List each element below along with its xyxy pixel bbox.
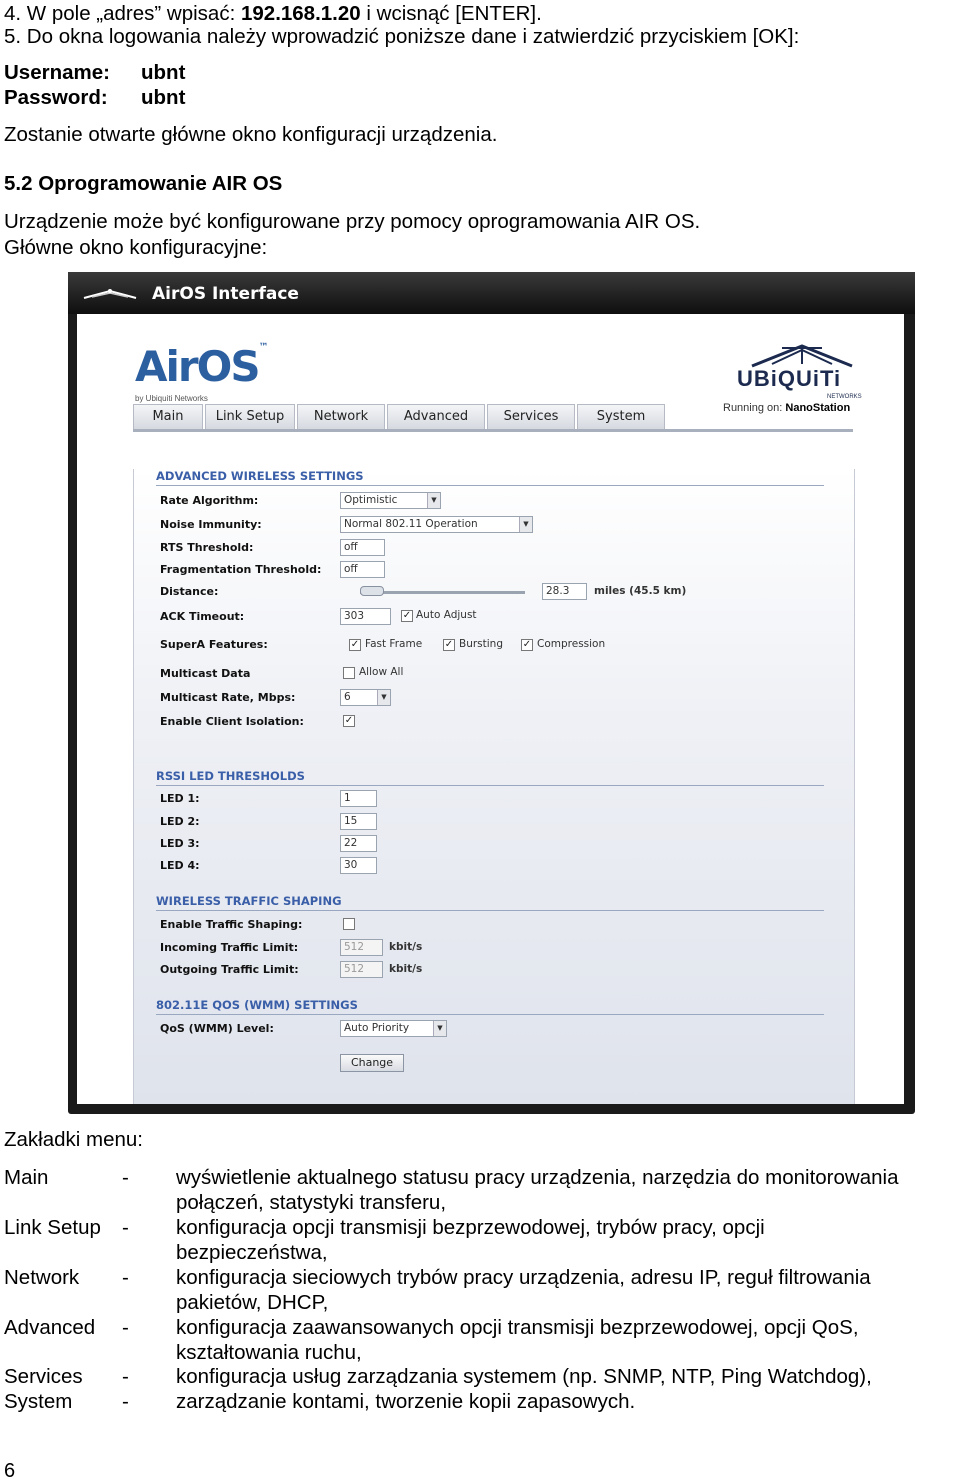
led-3-label: LED 3: <box>160 837 200 850</box>
step-4-text: 4. W pole „adres” wpisać: <box>4 2 241 25</box>
led-2-input[interactable]: 15 <box>340 813 377 830</box>
multicast-rate-value: 6 <box>344 691 351 703</box>
incoming-limit-input[interactable]: 512 <box>340 939 383 956</box>
ubiquiti-mini-logo-icon <box>82 288 138 300</box>
client-isolation-checkbox[interactable]: ✓ <box>344 715 354 726</box>
opened-text: Zostanie otwarte główne okno konfiguracji urządzenia. <box>4 123 498 146</box>
tab-advanced[interactable]: Advanced <box>387 404 485 431</box>
step-4-text-end: i wcisnąć [ENTER]. <box>360 2 542 25</box>
noise-immunity-select[interactable] <box>340 516 533 533</box>
multicast-rate-select[interactable] <box>340 689 391 706</box>
led-3-input[interactable]: 22 <box>340 835 377 852</box>
menu-item-services-desc: konfiguracja usług zarządzania systemem (np. SNMP, NTP, Ping Watchdog), <box>176 1365 872 1388</box>
section-rule <box>156 910 824 911</box>
incoming-limit-unit: kbit/s <box>389 941 423 953</box>
bursting-checkbox[interactable]: ✓ <box>444 639 454 650</box>
ip-address: 192.168.1.20 <box>240 2 361 25</box>
step-5: 5. Do okna logowania należy wprowadzić poniższe dane i zatwierdzić przyciskiem [OK]: <box>4 25 800 48</box>
menu-item-main-name: Main <box>4 1166 49 1189</box>
menu-item-network-desc: konfiguracja sieciowych trybów pracy urządzenia, adresu IP, reguł filtrowania <box>176 1266 871 1289</box>
tab-bar <box>133 396 853 426</box>
outgoing-limit-unit: kbit/s <box>389 963 423 975</box>
rate-algorithm-value: Optimistic <box>344 494 398 506</box>
auto-adjust-checkbox[interactable]: ✓ <box>402 610 412 621</box>
distance-label: Distance: <box>160 585 219 598</box>
running-on-value: NanoStation <box>785 402 851 414</box>
multicast-data-label: Multicast Data <box>160 667 251 680</box>
menu-item-system-name: System <box>4 1390 73 1413</box>
change-button[interactable]: Change <box>340 1054 404 1072</box>
allow-all-label: Allow All <box>359 666 404 678</box>
chevron-down-icon: ▼ <box>377 690 390 705</box>
window-title: AirOS Interface <box>152 284 299 304</box>
menu-item-services-name: Services <box>4 1365 83 1388</box>
menu-item-system-desc: zarządzanie kontami, tworzenie kopii zapasowych. <box>176 1390 636 1413</box>
step-4 <box>4 2 542 26</box>
password-label: Password: <box>4 86 108 109</box>
ubiquiti-dish-icon <box>742 342 862 368</box>
section-title: 5.2 Oprogramowanie AIR OS <box>4 172 283 195</box>
noise-immunity-value: Normal 802.11 Operation <box>344 518 478 530</box>
tab-link-setup[interactable]: Link Setup <box>205 404 295 431</box>
led-1-input[interactable]: 1 <box>340 790 377 807</box>
menu-item-main-desc: wyświetlenie aktualnego statusu pracy urządzenia, narzędzia do monitorowania <box>176 1166 899 1189</box>
tab-underline <box>133 429 853 432</box>
distance-slider-track[interactable] <box>360 591 525 594</box>
rate-algorithm-label: Rate Algorithm: <box>160 494 259 507</box>
allow-all-checkbox[interactable] <box>343 667 355 679</box>
supera-features-label: SuperA Features: <box>160 638 268 651</box>
menu-item-advanced-desc: konfiguracja zaawansowanych opcji transmisji bezprzewodowej, opcji QoS, <box>176 1316 859 1339</box>
menu-item-dash: - <box>122 1365 129 1388</box>
menu-item-dash: - <box>122 1390 129 1413</box>
ack-timeout-label: ACK Timeout: <box>160 610 245 623</box>
menu-item-advanced-desc-2: kształtowania ruchu, <box>176 1341 362 1364</box>
rts-threshold-input[interactable]: off <box>340 539 385 556</box>
bursting-label: Bursting <box>459 638 503 650</box>
ubiquiti-brand: UBiQUiTi <box>737 366 842 391</box>
outgoing-limit-label: Outgoing Traffic Limit: <box>160 963 299 976</box>
menu-item-dash: - <box>122 1166 129 1189</box>
outgoing-limit-input[interactable]: 512 <box>340 961 383 978</box>
led-4-input[interactable]: 30 <box>340 857 377 874</box>
qos-level-value: Auto Priority <box>344 1022 410 1034</box>
rssi-heading: RSSI LED THRESHOLDS <box>156 769 305 783</box>
rate-algorithm-select[interactable] <box>340 492 441 509</box>
ack-timeout-input[interactable]: 303 <box>340 608 391 625</box>
chevron-down-icon: ▼ <box>519 517 532 532</box>
menu-item-link-setup-name: Link Setup <box>4 1216 101 1239</box>
section-rule <box>156 485 824 486</box>
section-rule <box>156 1014 824 1015</box>
fast-frame-label: Fast Frame <box>365 638 423 650</box>
fragmentation-threshold-input[interactable]: off <box>340 561 385 578</box>
client-isolation-label: Enable Client Isolation: <box>160 715 304 728</box>
username-label: Username: <box>4 61 110 84</box>
distance-unit: miles (45.5 km) <box>594 585 687 597</box>
ubiquiti-brand-sub: NETWORKS <box>827 394 862 400</box>
tab-system[interactable]: System <box>577 404 665 431</box>
menu-item-advanced-name: Advanced <box>4 1316 96 1339</box>
noise-immunity-label: Noise Immunity: <box>160 518 262 531</box>
qos-heading: 802.11E QOS (WMM) SETTINGS <box>156 998 358 1012</box>
qos-level-select[interactable] <box>340 1020 447 1037</box>
menu-item-network-desc-2: pakietów, DHCP, <box>176 1291 329 1314</box>
menu-item-dash: - <box>122 1266 129 1289</box>
window-content <box>77 314 904 1104</box>
section-rule <box>156 785 824 786</box>
led-2-label: LED 2: <box>160 815 200 828</box>
chevron-down-icon: ▼ <box>433 1021 446 1036</box>
paragraph-2: Główne okno konfiguracyjne: <box>4 236 268 259</box>
compression-checkbox[interactable]: ✓ <box>522 639 532 650</box>
airos-logo-tm: ™ <box>258 342 267 353</box>
distance-input[interactable]: 28.3 <box>542 583 587 600</box>
menu-item-link-setup-desc-2: bezpieczeństwa, <box>176 1241 328 1264</box>
menu-item-dash: - <box>122 1216 129 1239</box>
incoming-limit-label: Incoming Traffic Limit: <box>160 941 299 954</box>
menu-item-network-name: Network <box>4 1266 80 1289</box>
paragraph-1: Urządzenie może być konfigurowane przy pomocy oprogramowania AIR OS. <box>4 210 701 233</box>
led-1-label: LED 1: <box>160 792 200 805</box>
username-value: ubnt <box>141 61 186 84</box>
tab-main[interactable]: Main <box>133 404 203 431</box>
qos-level-label: QoS (WMM) Level: <box>160 1022 274 1035</box>
menu-item-main-desc-2: połączeń, statystyki transferu, <box>176 1191 447 1214</box>
airos-window <box>68 272 915 1114</box>
tab-services[interactable]: Services <box>487 404 575 431</box>
fragmentation-threshold-label: Fragmentation Threshold: <box>160 563 322 576</box>
running-on-label: Running on: <box>723 402 783 414</box>
rts-threshold-label: RTS Threshold: <box>160 541 254 554</box>
airos-by: by Ubiquiti Networks <box>135 394 208 403</box>
airos-logo <box>135 342 267 391</box>
page-number: 6 <box>4 1460 16 1482</box>
auto-adjust-label: Auto Adjust <box>416 609 477 621</box>
multicast-rate-label: Multicast Rate, Mbps: <box>160 691 296 704</box>
fast-frame-checkbox[interactable]: ✓ <box>350 639 360 650</box>
menu-item-dash: - <box>122 1316 129 1339</box>
distance-slider-handle[interactable] <box>360 586 384 596</box>
traffic-shaping-checkbox[interactable] <box>343 918 355 930</box>
led-4-label: LED 4: <box>160 859 200 872</box>
traffic-shaping-heading: WIRELESS TRAFFIC SHAPING <box>156 894 342 908</box>
tab-network[interactable]: Network <box>297 404 385 431</box>
compression-label: Compression <box>537 638 606 650</box>
menu-heading: Zakładki menu: <box>4 1128 144 1151</box>
advanced-wireless-heading: ADVANCED WIRELESS SETTINGS <box>156 469 364 483</box>
window-titlebar <box>68 272 915 314</box>
airos-logo-text: AirOS <box>135 342 259 391</box>
password-value: ubnt <box>141 86 186 109</box>
menu-item-link-setup-desc: konfiguracja opcji transmisji bezprzewodowej, trybów pracy, opcji <box>176 1216 765 1239</box>
traffic-shaping-label: Enable Traffic Shaping: <box>160 918 303 931</box>
chevron-down-icon: ▼ <box>427 493 440 508</box>
